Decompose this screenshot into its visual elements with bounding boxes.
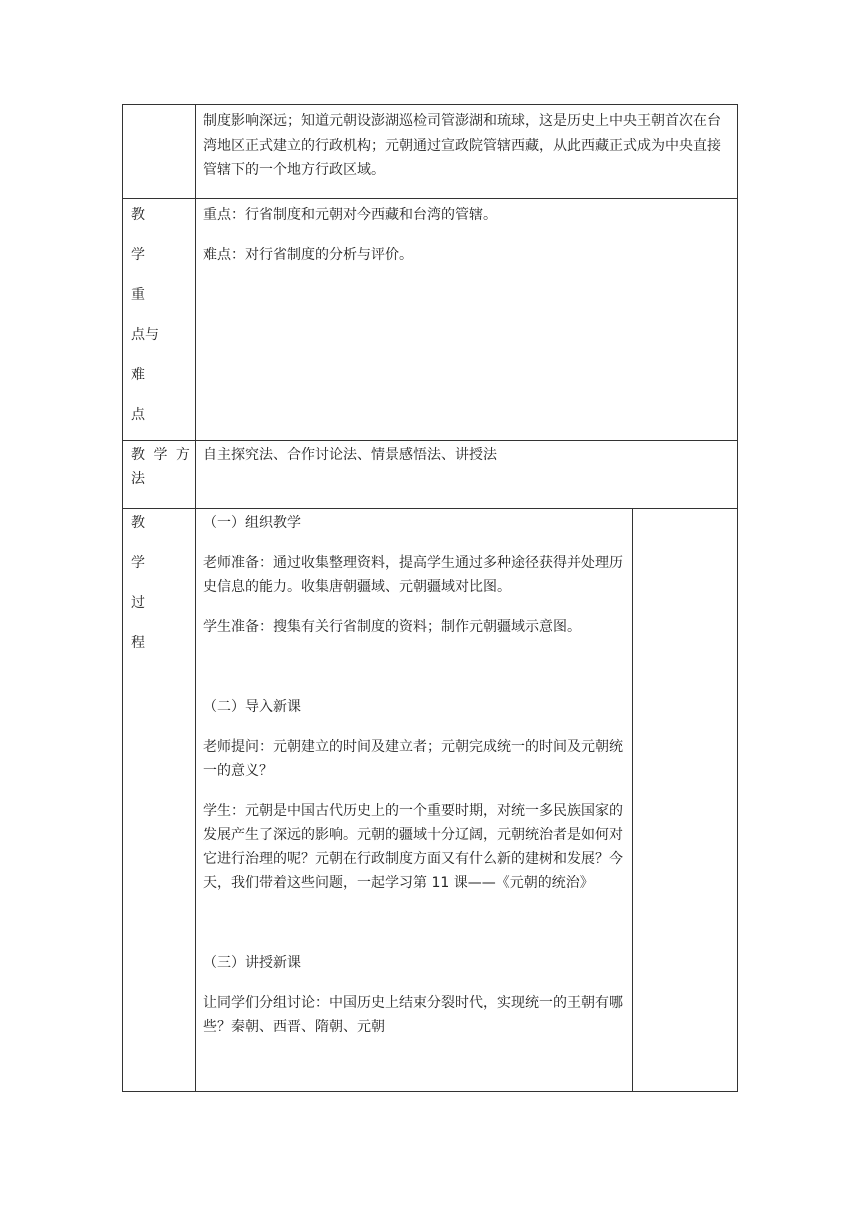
key-points-label bbox=[131, 203, 191, 443]
teacher-question: 老师提问：元朝建立的时间及建立者；元朝完成统一的时间及元朝统一的意义？ bbox=[203, 739, 623, 779]
method-label: 教 学 方法 bbox=[131, 447, 192, 487]
section-title: （三）讲授新课 bbox=[203, 955, 301, 971]
discussion-text: 让同学们分组讨论：中国历史上结束分裂时代，实现统一的王朝有哪些？秦朝、西晋、隋朝、元朝 bbox=[203, 995, 623, 1035]
row-divider bbox=[123, 440, 737, 441]
lesson-plan-table bbox=[122, 104, 738, 1092]
student-prep: 学生准备：搜集有关行省制度的资料；制作元朝疆域示意图。 bbox=[203, 619, 581, 635]
label-char: 学 bbox=[131, 555, 145, 571]
section-title: （一）组织教学 bbox=[203, 515, 301, 531]
key-point-text: 重点：行省制度和元朝对今西藏和台湾的管辖。 bbox=[203, 207, 497, 223]
objectives-text: 制度影响深远；知道元朝设澎湖巡检司管澎湖和琉球，这是历史上中央王朝首次在台湾地区正式建立的行政机构；元朝通过宣政院管辖西藏，从此西藏正式成为中央直接管辖下的一个地方行政区域。 bbox=[203, 113, 721, 178]
objectives-continuation bbox=[203, 109, 733, 183]
process-content bbox=[203, 511, 627, 1039]
label-char: 学 bbox=[131, 247, 145, 263]
teacher-prep: 老师准备：通过收集整理资料，提高学生通过多种途径获得并处理历史信息的能力。收集唐朝疆域、元朝疆域对比图。 bbox=[203, 555, 623, 595]
method-text: 自主探究法、合作讨论法、情景感悟法、讲授法 bbox=[203, 447, 497, 463]
method-content bbox=[203, 443, 733, 467]
row-divider bbox=[123, 198, 737, 199]
label-char: 程 bbox=[131, 635, 145, 651]
row-divider bbox=[123, 508, 737, 509]
notes-column-divider bbox=[632, 508, 633, 1091]
label-char: 难 bbox=[131, 367, 145, 383]
student-answer: 学生：元朝是中国古代历史上的一个重要时期，对统一多民族国家的发展产生了深远的影响。元朝的疆域十分辽阔，元朝统治者是如何对它进行治理的呢？元朝在行政制度方面又有什么新的建树和发展？今天，我们带着这些问题，一起学习第 11 课——《元朝的统治》 bbox=[203, 803, 623, 891]
label-char: 点 bbox=[131, 407, 145, 423]
label-char: 点与 bbox=[131, 327, 159, 343]
label-char: 过 bbox=[131, 595, 145, 611]
column-divider bbox=[195, 105, 196, 1091]
key-points-content bbox=[203, 203, 733, 267]
section-title: （二）导入新课 bbox=[203, 699, 301, 715]
label-char: 重 bbox=[131, 287, 145, 303]
difficulty-text: 难点：对行省制度的分析与评价。 bbox=[203, 247, 413, 263]
process-label bbox=[131, 511, 191, 671]
label-char: 教 bbox=[131, 515, 145, 531]
label-char: 教 bbox=[131, 207, 145, 223]
